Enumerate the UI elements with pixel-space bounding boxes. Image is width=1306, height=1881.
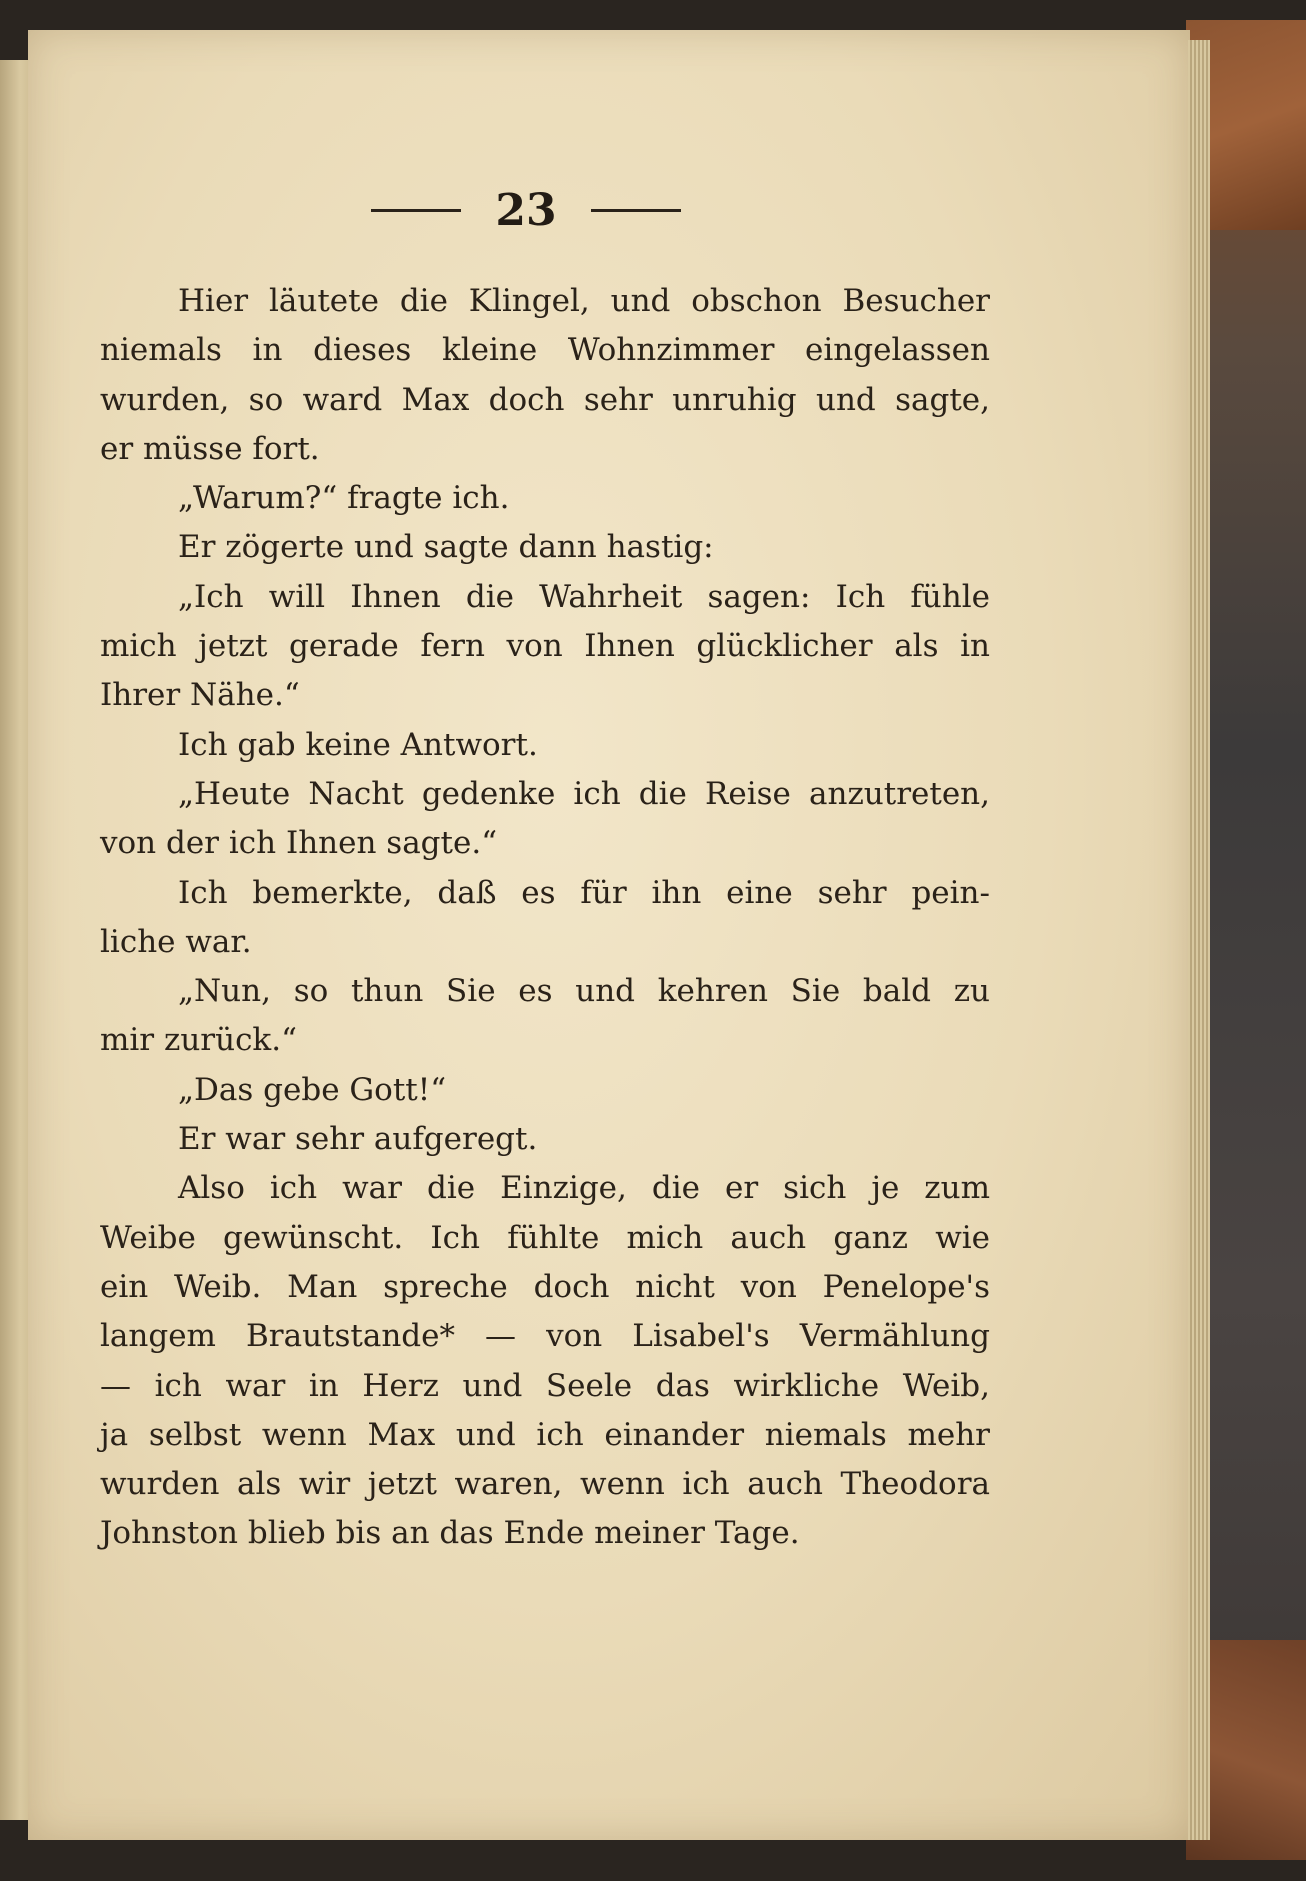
text-line: Er zögerte und sagte dann hastig: bbox=[178, 529, 714, 566]
page-number: 23 bbox=[495, 184, 557, 236]
text-line: Weibe gewünscht. Ich fühlte mich auch ganz wie bbox=[100, 1219, 990, 1256]
text-line: niemals in dieses kleine Wohnzimmer eingelassen bbox=[100, 332, 990, 369]
page-edge-stack bbox=[1188, 40, 1210, 1840]
text-line: Ich bemerkte, daß es für ihn eine sehr pein- bbox=[178, 874, 990, 911]
text-line: Ich gab keine Antwort. bbox=[178, 726, 538, 763]
text-line: — ich war in Herz und Seele das wirkliche Weib, bbox=[100, 1367, 990, 1404]
text-line: Er war sehr aufgeregt. bbox=[178, 1121, 538, 1158]
text-line: „Nun, so thun Sie es und kehren Sie bald zu bbox=[178, 973, 990, 1010]
book-page bbox=[28, 30, 1190, 1840]
page-header bbox=[346, 180, 706, 240]
text-line: mich jetzt gerade fern von Ihnen glücklicher als in bbox=[100, 628, 990, 665]
text-line: wurden als wir jetzt waren, wenn ich auch Theodora bbox=[100, 1466, 990, 1503]
text-line: liche war. bbox=[100, 923, 252, 960]
text-line: Hier läutete die Klingel, und obschon Besucher bbox=[178, 283, 990, 319]
text-line: Also ich war die Einzige, die er sich je zum bbox=[178, 1170, 990, 1207]
text-line: mir zurück.“ bbox=[100, 1022, 297, 1059]
text-line: langem Brautstande* — von Lisabel's Vermählung bbox=[100, 1318, 990, 1355]
text-line: ja selbst wenn Max und ich einander niemals mehr bbox=[100, 1416, 990, 1453]
text-line: er müsse fort. bbox=[100, 430, 320, 467]
text-line: von der ich Ihnen sagte.“ bbox=[100, 825, 498, 862]
text-line: „Warum?“ fragte ich. bbox=[178, 480, 510, 517]
text-line: wurden, so ward Max doch sehr unruhig und sagte, bbox=[100, 381, 990, 418]
text-line: Ihrer Nähe.“ bbox=[100, 677, 300, 714]
header-rule-right bbox=[591, 209, 681, 212]
text-line: ein Weib. Man spreche doch nicht von Penelope's bbox=[100, 1268, 990, 1305]
text-line: „Das gebe Gott!“ bbox=[178, 1071, 447, 1108]
text-line: „Ich will Ihnen die Wahrheit sagen: Ich fühle bbox=[178, 578, 990, 615]
text-line: „Heute Nacht gedenke ich die Reise anzutreten, bbox=[178, 775, 990, 812]
text-line: Johnston blieb bis an das Ende meiner Tage. bbox=[100, 1515, 800, 1552]
header-rule-left bbox=[371, 209, 461, 212]
body-text bbox=[100, 277, 990, 1559]
